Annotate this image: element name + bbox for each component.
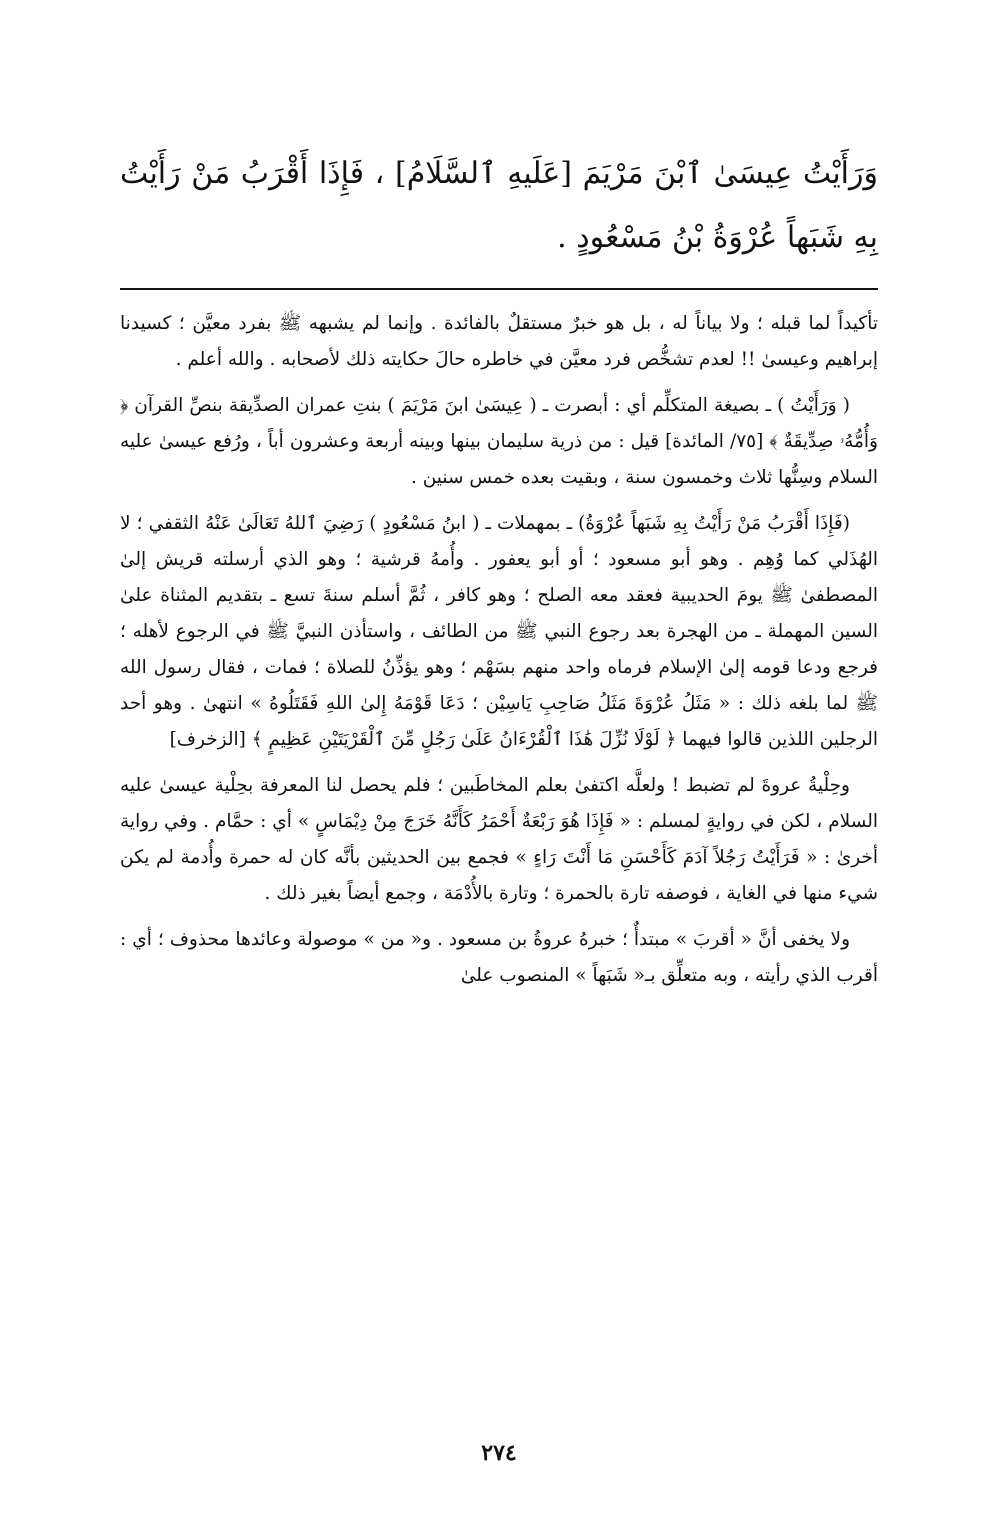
commentary-paragraph-5: ولا يخفى أنَّ « أقربَ » مبتدأٌ ؛ خبرهُ عروةُ بن مسعود . و« من » موصولة وعائدها محذوف ؛ أي : أقرب الذي رأيته ، وبه متعلِّق بـ« شَبَهاً » المنصوب علىٰ (120, 929, 878, 986)
commentary-paragraph-2: ( وَرَأَيْتُ ) ـ بصيغة المتكلِّم أي : أبصرت ـ ( عِيسَىٰ ابنَ مَرْيَمَ ) بنتِ عمران الصدِّيقة بنصِّ القرآن ﴿ وَأُمُّهُۥ صِدِّيقَةٌ ﴾ [٧٥/ المائدة] قيل : من ذرية سليمان بينها وبينه أربعة وعشرون أباً ، ورُفع عيسىٰ عليه السلام وسِنُّها ثلاث وخمسون سنة ، وبقيت بعده خمس سنين . (120, 395, 878, 488)
hadith-text-block (120, 142, 878, 270)
commentary-block (120, 306, 878, 1004)
footnote-divider (120, 288, 878, 290)
page-number: ٢٧٤ (481, 1440, 517, 1466)
commentary-paragraph-1: تأكيداً لما قبله ؛ ولا بياناً له ، بل هو خبرٌ مستقلٌ بالفائدة . وإنما لم يشبهه ﷺ بفرد معيَّن ؛ كسيدنا إبراهيم وعيسىٰ !! لعدم تشخُّص فرد معيَّن في خاطره حالَ حكايته ذلك لأصحابه . والله أعلم . (120, 313, 878, 370)
commentary-paragraph-3: (فَإِذَا أَقْرَبُ مَنْ رَأَيْتُ بِهِ شَبَهاً عُرْوَةُ) ـ بمهملات ـ ( ابنُ مَسْعُودٍ ) رَضِيَ ٱللهُ تَعَالَىٰ عَنْهُ الثقفي ؛ لا الهُذَلي كما وُهِم . وهو أبو مسعود ؛ أو أبو يعفور . وأُمهُ قرشية ؛ وهو الذي أرسلته قريش إلىٰ المصطفىٰ ﷺ يومَ الحديبية فعقد معه الصلح ؛ وهو كافر ، ثُمَّ أسلم سنةَ تسع ـ بتقديم المثناة علىٰ السين المهملة ـ من الهجرة بعد رجوع النبي ﷺ من الطائف ، واستأذن النبيَّ ﷺ في الرجوع لأهله ؛ فرجع ودعا قومه إلىٰ الإسلام فرماه واحد منهم بسَهْم ؛ وهو يؤذِّنُ للصلاة ؛ فمات ، فقال رسول الله ﷺ لما بلغه ذلك : « مَثَلُ عُرْوَةَ مَثَلُ صَاحِبِ يَاسِيْن ؛ دَعَا قَوْمَهُ إِلىٰ اللهِ فَقَتَلُوهُ » انتهىٰ . وهو أحد الرجلين اللذين قالوا فيهما ﴿ لَوْلَا نُزِّلَ هَٰذَا ٱلْقُرْءَانُ عَلَىٰ رَجُلٍ مِّنَ ٱلْقَرْيَتَيْنِ عَظِيمٍ ﴾ [الزخرف] (120, 513, 878, 750)
hadith-text: وَرَأَيْتُ عِيسَىٰ ٱبْنَ مَرْيَمَ [عَلَيهِ ٱلسَّلَامُ] ، فَإِذَا أَقْرَبُ مَنْ رَأَيْتُ بِهِ شَبَهاً عُرْوَةُ بْنُ مَسْعُودٍ . (120, 156, 878, 255)
commentary-paragraph-4: وحِلْيةُ عروةَ لم تضبط ! ولعلَّه اكتفىٰ بعلم المخاطَبين ؛ فلم يحصل لنا المعرفة بحِلْية عيسىٰ عليه السلام ، لكن في روايةٍ لمسلم : « فَإِذَا هُوَ رَبْعَةٌ أَحْمَرُ كَأَنَّهُ خَرَجَ مِنْ دِيْمَاسٍ » أي : حمَّام . وفي رواية أخرىٰ : « فَرَأَيْتُ رَجُلاً آدَمَ كَأَحْسَنِ مَا أَنْتَ رَاءٍ » فجمع بين الحديثين بأنَّه كان له حمرة وأُدمة لم يكن شيء منها في الغاية ، فوصفه تارة بالحمرة ؛ وتارة بالأُدْمَة ، وجمع أيضاً بغير ذلك . (120, 775, 878, 904)
